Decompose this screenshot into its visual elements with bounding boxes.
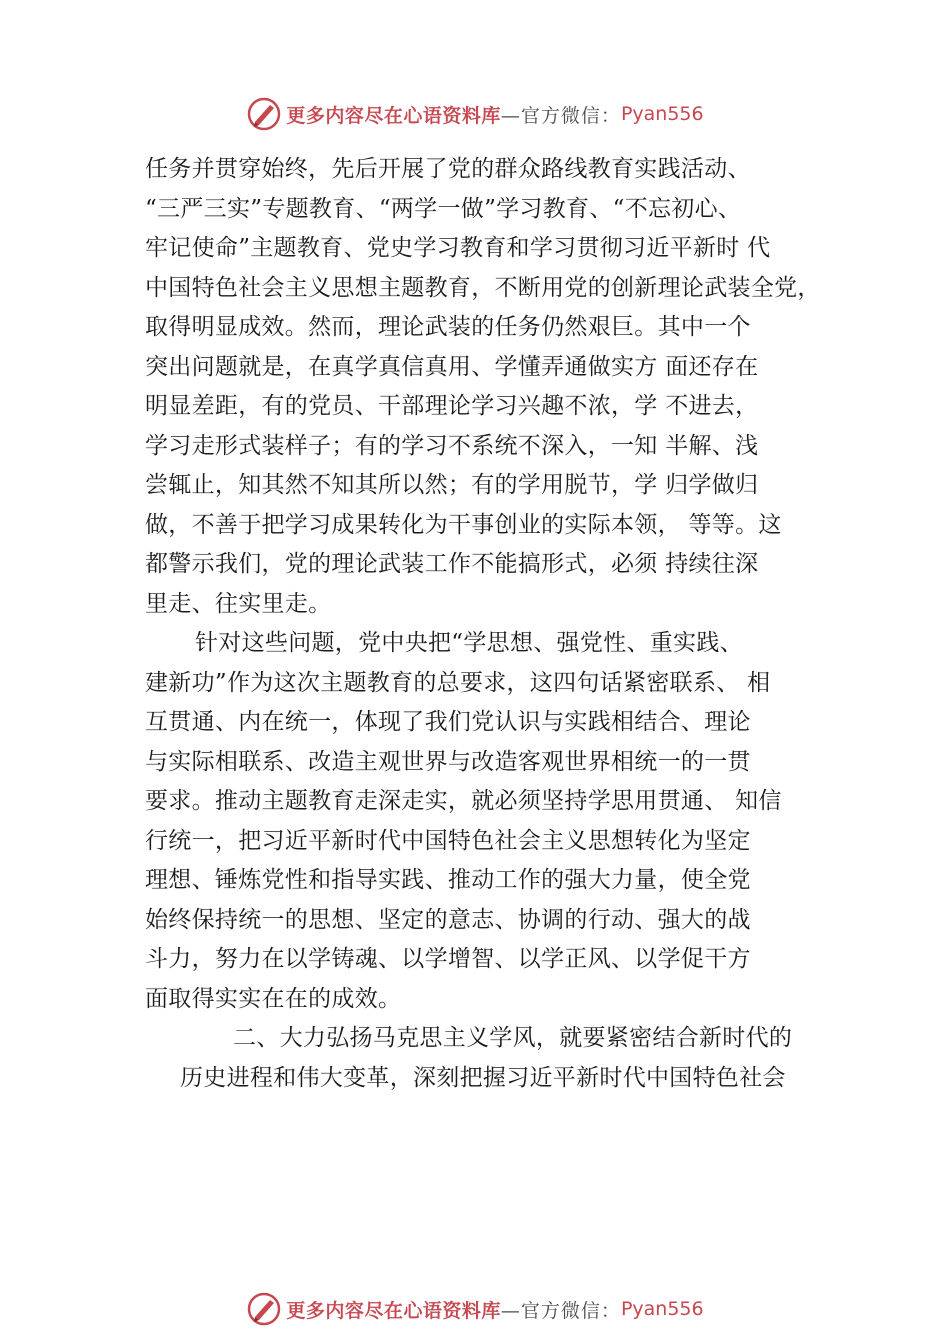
text-line: 始终保持统一的思想、坚定的意志、协调的行动、强大的战 — [145, 906, 751, 933]
footer-brand: 更多内容尽在心语资料库 — [286, 1299, 501, 1322]
document-body — [145, 150, 845, 1098]
text-line: 与实际相联系、改造主观世界与改造客观世界相统一的一贯 — [145, 748, 751, 775]
header-sub: —官方微信： — [500, 104, 621, 127]
header-banner — [0, 94, 950, 134]
text-line: 突出问题就是，在真学真信真用、学懂弄通做实方 面还存在 — [145, 353, 759, 380]
pen-logo-icon — [246, 1291, 282, 1327]
text-line: 尝辄止，知其然不知其所以然；有的学用脱节，学 归学做归 — [145, 472, 759, 498]
header-brand: 更多内容尽在心语资料库 — [286, 104, 501, 127]
text-line: 牢记使命”主题教育、党史学习教育和学习贯彻习近平新时 代 — [145, 235, 771, 261]
text-line: 理想、锤炼党性和指导实践、推动工作的强大力量，使全党 — [145, 867, 751, 893]
text-line: 任务并贯穿始终，先后开展了党的群众路线教育实践活动、 — [145, 156, 751, 182]
text-line: 斗力，努力在以学铸魂、以学增智、以学正风、以学促干方 — [145, 946, 751, 972]
text-line: 要求。推动主题教育走深走实，就必须坚持学思用贯通、 知信 — [145, 788, 782, 814]
pen-logo-icon — [246, 96, 282, 132]
header-wechat-id: Pyan556 — [620, 103, 704, 125]
text-line: 做，不善于把学习成果转化为干事创业的实际本领， 等等。这 — [145, 511, 782, 538]
section-heading-line: 二、大力弘扬马克思主义学风，就要紧密结合新时代的 — [233, 1025, 793, 1051]
text-line: 面取得实实在在的成效。 — [145, 985, 402, 1012]
text-line: 里走、往实里走。 — [145, 590, 332, 617]
text-line: 取得明显成效。然而，理论武装的任务仍然艰巨。其中一个 — [145, 314, 751, 340]
text-line: 建新功”作为这次主题教育的总要求，这四句话紧密联系、 相 — [145, 669, 771, 696]
text-line: 都警示我们，党的理论武装工作不能搞形式，必须 持续往深 — [145, 551, 759, 577]
text-line: 互贯通、内在统一，体现了我们党认识与实践相结合、理论 — [145, 709, 751, 735]
text-line: 历史进程和伟大变革，深刻把握习近平新时代中国特色社会 — [180, 1064, 786, 1091]
footer-wechat-id: Pyan556 — [620, 1298, 704, 1320]
text-line: 明显差距，有的党员、干部理论学习兴趣不浓，学 不进去， — [145, 393, 759, 419]
footer-banner — [0, 1289, 950, 1329]
text-line: “三严三实”专题教育、“两学一做”学习教育、“不忘初心、 — [145, 195, 742, 222]
text-line: 行统一，把习近平新时代中国特色社会主义思想转化为坚定 — [145, 827, 751, 854]
footer-sub: —官方微信： — [500, 1299, 621, 1322]
text-line: 中国特色社会主义思想主题教育，不断用党的创新理论武装全党， — [145, 274, 821, 301]
text-line: 学习走形式装样子；有的学习不系统不深入，一知 半解、浅 — [145, 432, 759, 459]
text-line: 针对这些问题，党中央把“学思想、强党性、重实践、 — [195, 630, 743, 656]
